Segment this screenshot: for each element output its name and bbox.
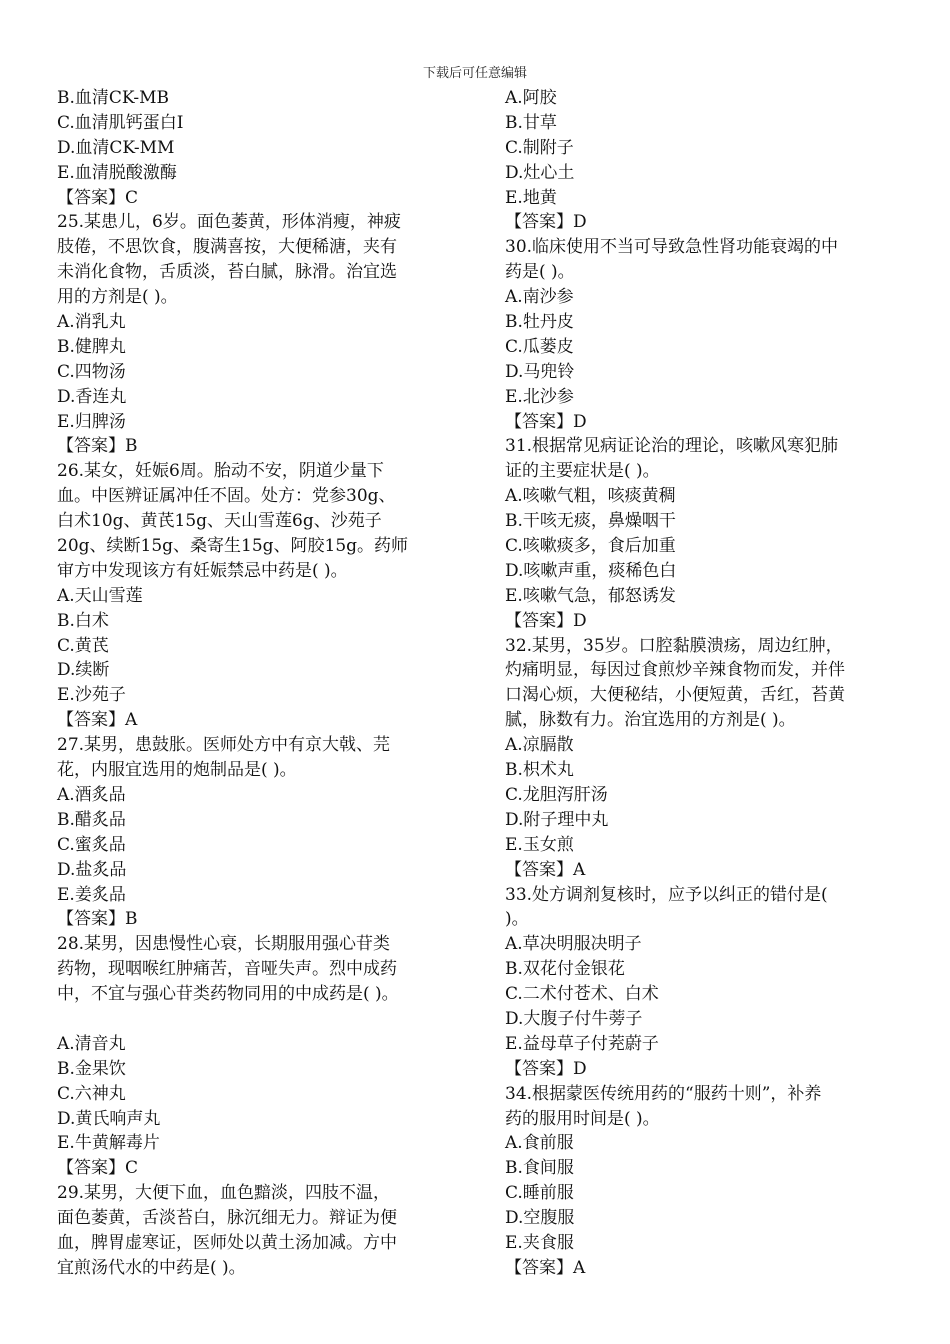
text-line: A.食前服 [505, 1133, 574, 1154]
text-line: 34.根据蒙医传统用药的“服药十则”，补养 [505, 1083, 822, 1104]
text-line: 面色萎黄，舌淡苔白，脉沉细无力。辩证为便 [57, 1208, 397, 1229]
text-line: C.六神丸 [57, 1083, 126, 1104]
text-line: C.咳嗽痰多，食后加重 [505, 536, 676, 557]
text-line: 药的服用时间是( )。 [505, 1108, 660, 1129]
text-line: 用的方剂是( )。 [57, 287, 178, 308]
text-line: 药是( )。 [505, 262, 575, 283]
text-line: B.金果饮 [57, 1058, 126, 1079]
text-line: A.消乳丸 [57, 312, 126, 333]
answer-line: 【答案】D [505, 610, 587, 631]
text-line: A.阿胶 [505, 88, 557, 108]
text-line: 宜煎汤代水的中药是( )。 [57, 1257, 246, 1278]
text-line: E.牛黄解毒片 [57, 1133, 160, 1154]
text-line: C.龙胆泻肝汤 [505, 784, 608, 805]
text-line: D.续断 [57, 660, 110, 681]
text-line: 审方中发现该方有妊娠禁忌中药是( )。 [57, 560, 348, 581]
text-line: B.干咳无痰，鼻燥咽干 [505, 511, 676, 532]
text-line: 25.某患儿，6岁。面色萎黄，形体消瘦，神疲 [57, 212, 401, 233]
text-line: 中，不宜与强心苷类药物同用的中成药是( )。 [57, 984, 399, 1005]
answer-line: 【答案】A [505, 1257, 586, 1278]
text-line: A.天山雪莲 [57, 585, 143, 606]
text-line: 29.某男，大便下血，血色黯淡，四肢不温， [57, 1183, 391, 1204]
text-line: E.咳嗽气急，郁怒诱发 [505, 585, 676, 606]
left-column [57, 86, 457, 1281]
text-line: 32.某男，35岁。口腔黏膜溃疡，周边红肿， [505, 635, 843, 656]
text-line: C.制附子 [505, 137, 574, 158]
text-line: 灼痛明显，每因过食煎炒辛辣食物而发，并伴 [505, 660, 845, 681]
text-line: B.甘草 [505, 112, 557, 133]
text-line: E.沙苑子 [57, 685, 126, 706]
text-line: E.玉女煎 [505, 834, 574, 855]
text-line: 证的主要症状是( )。 [505, 461, 660, 482]
text-line: E.归脾汤 [57, 411, 126, 432]
text-line: 26.某女，妊娠6周。胎动不安，阴道少量下 [57, 461, 384, 482]
text-line: 白术10g、黄芪15g、天山雪莲6g、沙苑子 [57, 511, 382, 532]
text-line: B.食间服 [505, 1158, 574, 1179]
answer-line: 【答案】C [57, 187, 139, 208]
answer-line: 【答案】B [57, 909, 138, 930]
text-line: A.清音丸 [57, 1033, 126, 1054]
text-line: 口渴心烦，大便秘结，小便短黄，舌红，苔黄 [505, 685, 845, 706]
text-line: A.南沙参 [505, 287, 574, 308]
text-line: C.血清肌钙蛋白I [57, 112, 184, 133]
text-line: 27.某男，患鼓胀。医师处方中有京大戟、芫 [57, 735, 391, 756]
answer-line: 【答案】B [57, 436, 138, 457]
text-line: D.大腹子付牛蒡子 [505, 1008, 643, 1029]
text-line: E.姜炙品 [57, 884, 126, 905]
text-line: B.白术 [57, 610, 109, 631]
text-line: E.夹食服 [505, 1232, 574, 1253]
text-line: D.血清CK-MM [57, 137, 175, 158]
answer-line: 【答案】D [505, 1058, 587, 1079]
text-line: 腻，脉数有力。治宜选用的方剂是( )。 [505, 710, 796, 731]
text-line: 血，脾胃虚寒证，医师处以黄土汤加减。方中 [57, 1232, 397, 1253]
text-line: E.血清脱酸激酶 [57, 162, 177, 183]
text-line: 肢倦，不思饮食，腹满喜按，大便稀溏，夹有 [57, 237, 397, 258]
text-line: A.凉膈散 [505, 735, 574, 756]
text-line: 20g、续断15g、桑寄生15g、阿胶15g。药师 [57, 536, 409, 557]
text-line: B.牡丹皮 [505, 312, 574, 333]
text-line: C.瓜蒌皮 [505, 336, 574, 357]
text-line: E.北沙参 [505, 386, 574, 407]
text-line: D.马兜铃 [505, 361, 575, 382]
text-line: D.盐炙品 [57, 859, 127, 880]
text-line: 花，内服宜选用的炮制品是( )。 [57, 760, 297, 781]
text-line: B.枳术丸 [505, 760, 574, 781]
answer-line: 【答案】A [505, 859, 586, 880]
text-line: D.灶心土 [505, 162, 575, 183]
text-line: A.酒炙品 [57, 784, 126, 805]
text-line: )。 [505, 909, 529, 930]
text-line: D.黄氏响声丸 [57, 1108, 161, 1129]
text-line: 31.根据常见病证论治的理论，咳嗽风寒犯肺 [505, 436, 839, 457]
text-line [57, 1007, 457, 1032]
text-line: C.四物汤 [57, 361, 126, 382]
text-line: 血。中医辨证属冲任不固。处方：党参30g、 [57, 486, 396, 507]
text-line: 未消化食物，舌质淡，苔白腻，脉滑。治宜选 [57, 262, 397, 283]
text-line: A.草决明服决明子 [505, 934, 642, 955]
text-line: E.地黄 [505, 187, 557, 208]
text-line: 30.临床使用不当可导致急性肾功能衰竭的中 [505, 237, 839, 258]
text-line: 28.某男，因患慢性心衰，长期服用强心苷类 [57, 934, 391, 955]
text-line: B.双花付金银花 [505, 959, 625, 980]
text-line: C.蜜炙品 [57, 834, 126, 855]
right-column [505, 86, 897, 1281]
text-line: D.空腹服 [505, 1208, 575, 1229]
text-line: D.附子理中丸 [505, 809, 609, 830]
answer-line: 【答案】A [57, 710, 138, 731]
text-line: B.健脾丸 [57, 336, 126, 357]
text-line: A.咳嗽气粗，咳痰黄稠 [505, 486, 676, 507]
text-line: E.益母草子付茺蔚子 [505, 1033, 659, 1054]
text-line: 药物，现咽喉红肿痛苦，音哑失声。烈中成药 [57, 959, 397, 980]
text-line: D.咳嗽声重，痰稀色白 [505, 560, 677, 581]
page-header: 下载后可任意编辑 [422, 66, 527, 81]
answer-line: 【答案】D [505, 411, 587, 432]
answer-line: 【答案】C [57, 1158, 139, 1179]
text-line: C.二术付苍术、白术 [505, 984, 659, 1005]
text-line: C.睡前服 [505, 1183, 574, 1204]
answer-line: 【答案】D [505, 212, 587, 233]
text-line: C.黄芪 [57, 635, 109, 656]
text-line: D.香连丸 [57, 386, 127, 407]
text-line: 33.处方调剂复核时，应予以纠正的错付是( [505, 884, 828, 905]
text-line: B.血清CK-MB [57, 88, 170, 108]
text-line: B.醋炙品 [57, 809, 126, 830]
